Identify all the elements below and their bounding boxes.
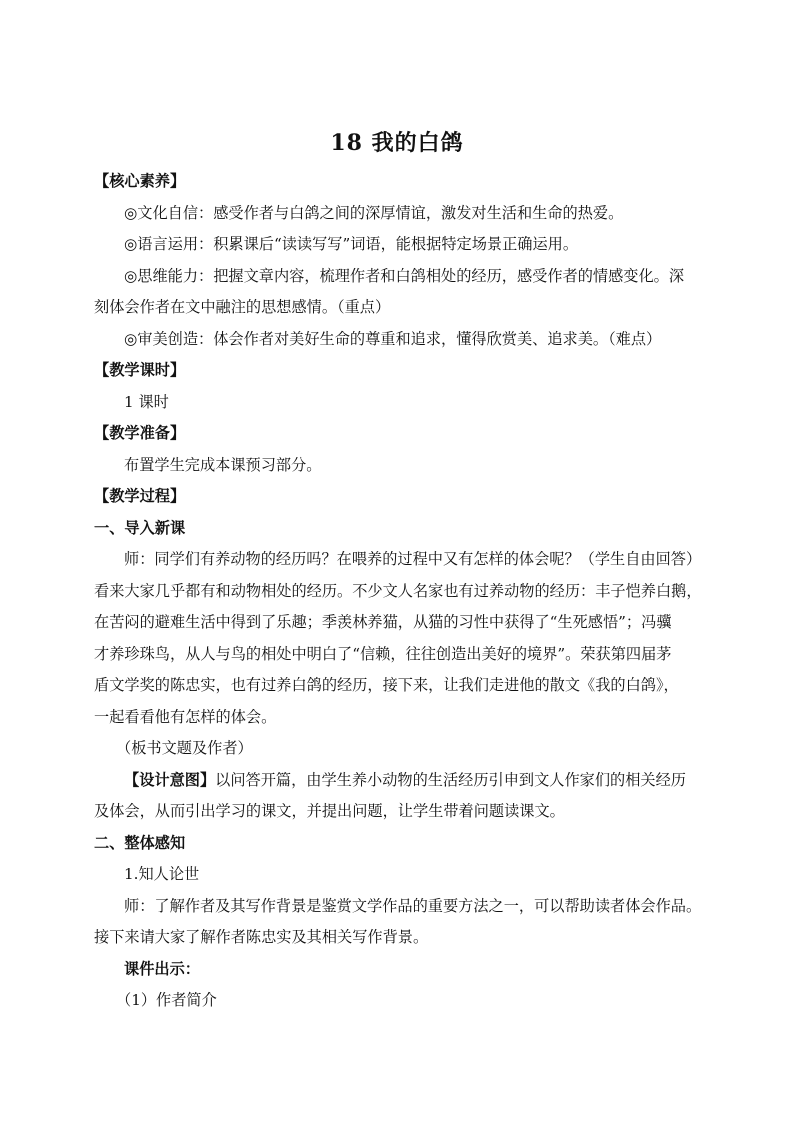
- part1-line: 师：同学们有养动物的经历吗？在喂养的过程中又有怎样的体会呢？（学生自由回答）: [124, 550, 702, 568]
- teaching-prep-text: 布置学生完成本课预习部分。: [124, 455, 322, 474]
- document-body: [94, 166, 720, 1017]
- core-item-language: ◎语言运用：积累课后“读读写写”词语，能根据特定场景正确运用。: [124, 235, 579, 253]
- part2-line: 接下来请大家了解作者陈忠实及其相关写作背景。: [94, 928, 429, 946]
- design-intent-cont: 及体会，从而引出学习的课文，并提出问题，让学生带着问题读课文。: [94, 802, 565, 820]
- teaching-prep-heading: 【教学准备】: [94, 424, 186, 442]
- page-title: 18 我的白鸽: [330, 130, 464, 156]
- part1-line: 一起看看他有怎样的体会。: [94, 707, 277, 726]
- part1-heading: 一、导入新课: [94, 518, 186, 537]
- core-item-thinking: ◎思维能力：把握文章内容，梳理作者和白鸽相处的经历，感受作者的情感变化。深: [124, 266, 685, 285]
- part1-line: 在苦闷的避难生活中得到了乐趣；季羡林养猫，从猫的习性中获得了“生死感悟”；冯骥: [94, 613, 672, 631]
- part1-line: 才养珍珠鸟，从人与鸟的相处中明白了“信赖，往往创造出美好的境界”。荣获第四届茅: [94, 644, 672, 663]
- part2-sub1: 1.知人论世: [124, 865, 200, 883]
- courseware-label: 课件出示：: [124, 959, 200, 978]
- design-intent-line: [94, 765, 720, 797]
- author-intro-item: （1）作者简介: [116, 991, 217, 1009]
- teaching-hours-heading: 【教学课时】: [94, 361, 186, 379]
- design-intent-text: 以问答开篇，由学生养小动物的生活经历引申到文人作家们的相关经历: [215, 770, 686, 789]
- teaching-hours-text: 1 课时: [124, 392, 169, 411]
- part1-line: 看来大家几乎都有和动物相处的经历。不少文人名家也有过养动物的经历：丰子恺养白鹅，: [94, 581, 702, 600]
- part1-line: 盾文学奖的陈忠实，也有过养白鸽的经历，接下来，让我们走进他的散文《我的白鸽》，: [94, 676, 679, 694]
- core-literacy-heading: 【核心素养】: [94, 172, 186, 190]
- teaching-process-heading: 【教学过程】: [94, 487, 186, 505]
- core-item-aesthetic: ◎审美创造：体会作者对美好生命的尊重和追求，懂得欣赏美、追求美。（难点）: [124, 329, 662, 348]
- design-intent-label: 【设计意图】: [124, 770, 216, 789]
- core-item-culture: ◎文化自信：感受作者与白鸽之间的深厚情谊，激发对生活和生命的热爱。: [124, 203, 624, 222]
- board-note: （板书文题及作者）: [116, 739, 253, 757]
- part2-line: 师：了解作者及其写作背景是鉴赏文学作品的重要方法之一，可以帮助读者体会作品。: [124, 896, 702, 915]
- core-item-thinking-cont: 刻体会作者在文中融注的思想感情。（重点）: [94, 298, 391, 316]
- part2-heading: 二、整体感知: [94, 833, 186, 852]
